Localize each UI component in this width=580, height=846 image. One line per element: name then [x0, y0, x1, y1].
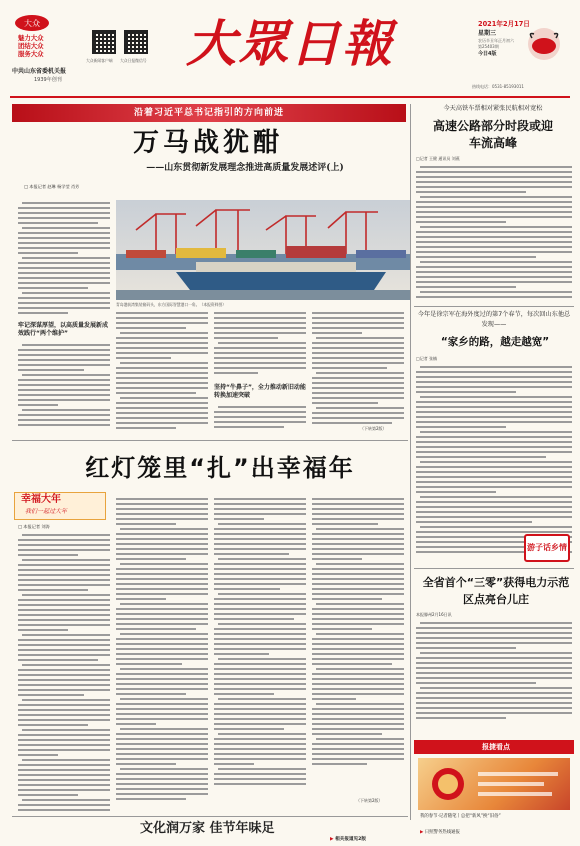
lead-subtitle: ——山东贯彻新发展理念推进高质量发展述评(上) [146, 163, 344, 173]
bottom-continued: （下转第2版） [356, 798, 383, 803]
right-body-1 [416, 164, 572, 302]
right-kicker-1: 今天高铁车票相对紧张民航相对宽松 [443, 105, 543, 112]
founded-label: 1939年创刊 [34, 77, 62, 83]
newspaper-title: 大眾日報 [186, 14, 394, 73]
lead-body-col3 [214, 310, 306, 380]
column-tag-title: 幸福大年 [21, 494, 61, 505]
lead-continued: （下转第2版） [360, 426, 387, 431]
page-count: 今日4版 [478, 51, 497, 57]
hotline-text: 热线电话：0531-85193011 [472, 84, 524, 89]
issue-weekday: 星期三 [478, 30, 497, 37]
bottom-story-divider [12, 440, 408, 441]
highlights-image[interactable] [418, 758, 570, 810]
right-body-2 [416, 364, 572, 560]
highlights-link-2[interactable] [420, 830, 570, 836]
series-title[interactable]: 文化润万家 佳节年味足 [140, 821, 275, 836]
right-byline-3: 本报滕州2月16日讯 [416, 612, 452, 617]
bottom-body-col4 [312, 496, 404, 802]
right-kicker-2: 今年是徐宗军在海外度过的第7个春节，每次回山东他总发现—— [417, 311, 571, 328]
app-qr-code[interactable] [92, 30, 116, 54]
bottom-body-col2 [116, 496, 208, 812]
series-jump-label: 相关报道见2版 [335, 837, 366, 842]
right-byline-2: □记者 张楠 [416, 356, 438, 361]
slogan-list [18, 34, 58, 58]
slogan-3: 服务大众 [18, 50, 44, 58]
new-year-column-tag [14, 492, 106, 520]
publisher-label: 中共山东省委机关报 [12, 68, 67, 75]
lead-body-col4 [312, 310, 404, 432]
issue-date: 2021年2月17日 [478, 20, 530, 28]
wechat-qr-caption: 大众日报微信号 [120, 58, 147, 63]
ox-illustration [520, 26, 568, 62]
bottom-body-col1 [18, 532, 110, 818]
right-headline-2[interactable]: “家乡的路，越走越宽” [440, 336, 550, 348]
bottom-headline[interactable]: 红灯笼里“扎”出幸福年 [85, 454, 355, 482]
right-body-3 [416, 620, 572, 726]
lunar-date: 农历辛丑年正月初六 [478, 38, 514, 43]
masthead-divider [10, 96, 570, 98]
center-column-divider [410, 104, 411, 820]
app-qr-caption: 大众新闻客户端 [86, 58, 113, 63]
lead-section1-heading: 牢记深谋厚望，以高质量发展新成效践行“两个维护” [18, 322, 109, 337]
right-divider-2 [414, 568, 574, 569]
arrow-icon: ▶ [330, 837, 334, 842]
newspaper-logo [14, 14, 50, 32]
hometown-badge-text: 游子话乡情 [527, 543, 567, 552]
lead-section2-heading: 坚持“牛鼻子”，全力推动新旧动能转换加速突破 [214, 384, 306, 399]
lead-body-col3b [214, 404, 306, 432]
right-headline-1[interactable]: 高速公路部分时段或迎车流高峰 [432, 119, 553, 150]
bottom-byline: □ 本报记者 刘涛 [18, 524, 50, 529]
port-photo[interactable] [116, 200, 410, 300]
hometown-badge [524, 534, 570, 562]
svg-text:大众: 大众 [24, 19, 40, 28]
highlights-link-2-label: 日照警务热线通报 [424, 830, 460, 835]
lead-body-col1b [18, 342, 110, 432]
issue-number: 第25403期 [478, 44, 499, 49]
slogan-1: 魅力大众 [18, 34, 44, 42]
slogan-2: 团结大众 [18, 42, 44, 50]
lead-byline: □ 本报记者 赵琳 杨学莹 肖芳 [24, 184, 80, 189]
lead-body-col2 [116, 310, 208, 432]
lead-body-col1 [18, 200, 110, 318]
topic-banner-text: 沿着习近平总书记指引的方向前进 [133, 108, 284, 118]
lead-headline[interactable]: 万马战犹酣 [132, 128, 283, 158]
wechat-qr-code[interactable] [124, 30, 148, 54]
series-jump-link[interactable] [330, 836, 366, 842]
highlights-link-1[interactable]: 我的春节·记者随笔丨总把“新风”换“旧俗” [420, 814, 501, 819]
right-byline-1: □记者 王健 通讯员 刘燕 [416, 156, 460, 161]
arrow-icon: ▶ [420, 830, 424, 835]
right-headline-3[interactable]: 全省首个“三零”获得电力示范区点亮台儿庄 [422, 576, 570, 606]
topic-banner [12, 104, 406, 122]
column-tag-subtitle: 我们一起过大年 [25, 508, 68, 515]
highlights-header-text: 报捷看点 [482, 743, 510, 751]
bottom-body-col3 [214, 496, 306, 802]
highlights-header [414, 740, 574, 754]
masthead [0, 0, 580, 98]
series-divider [12, 816, 408, 817]
photo-caption: 青岛港前湾集装箱码头，东方国际智慧港口一角。（本报资料图） [116, 302, 227, 307]
right-divider-1 [414, 306, 574, 307]
